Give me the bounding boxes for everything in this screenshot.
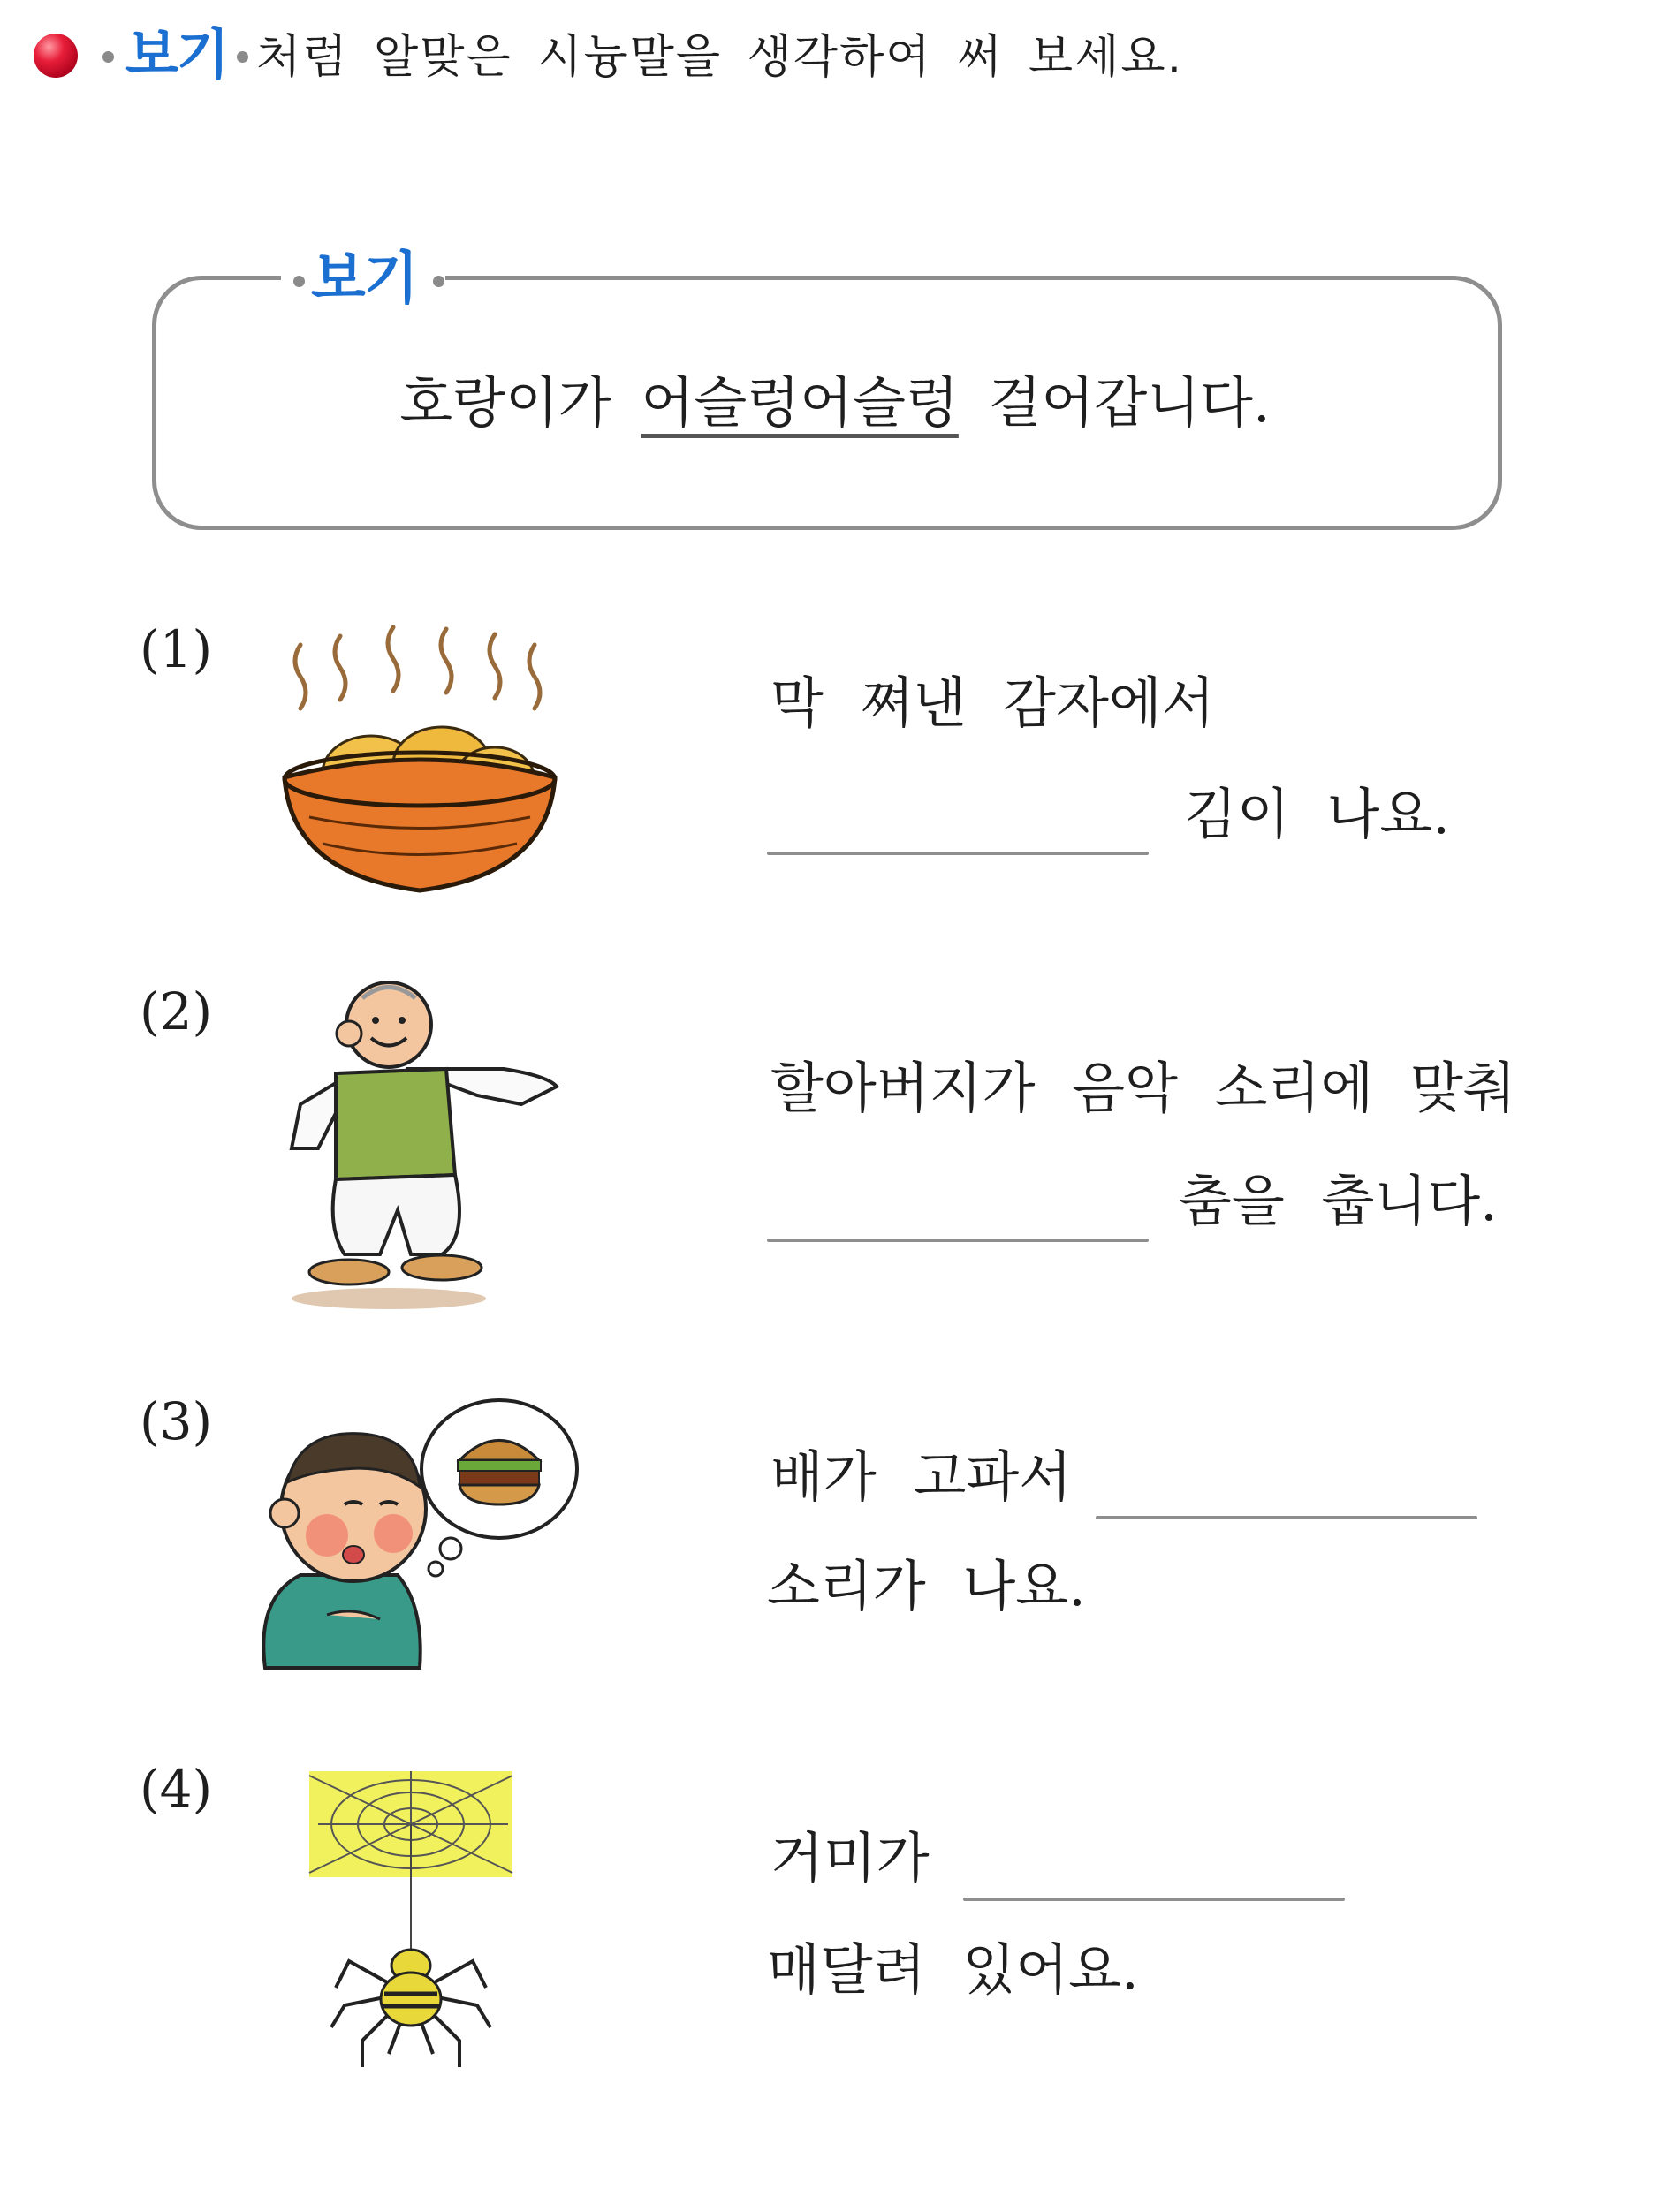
- example-after: 걸어갑니다.: [988, 370, 1271, 435]
- dot-icon: [237, 51, 248, 63]
- item-number: (1): [140, 619, 213, 679]
- item-number: (3): [140, 1391, 213, 1451]
- item-text-line: 소리가 나요.: [767, 1554, 1086, 1618]
- example-label: 보기: [311, 246, 417, 312]
- answer-blank[interactable]: [963, 1898, 1345, 1901]
- bullet-ball-icon: [34, 34, 78, 78]
- dot-icon: [433, 276, 444, 287]
- item-text-line: 매달려 있어요.: [767, 1937, 1139, 2002]
- item-text-line: 춤을 춥니다.: [1179, 1169, 1498, 1233]
- instruction-text: 처럼 알맞은 시늉말을 생각하여 써 보세요.: [256, 31, 1184, 84]
- dot-icon: [293, 276, 305, 287]
- instruction-label: 보기: [125, 22, 228, 87]
- item-text-line: 할아버지가 음악 소리에 맞춰: [770, 1056, 1516, 1120]
- dancing-grandfather-illustration: [265, 972, 574, 1316]
- example-before: 호랑이가: [399, 370, 611, 435]
- example-sentence: [0, 367, 1670, 438]
- hungry-boy-hamburger-illustration: [247, 1385, 583, 1686]
- item-text-line: 막 쪄낸 감자에서: [770, 670, 1215, 735]
- answer-blank[interactable]: [767, 1239, 1149, 1242]
- item-number: (2): [140, 981, 213, 1042]
- item-number: (4): [140, 1759, 213, 1819]
- item-text-line: 배가 고파서: [770, 1444, 1073, 1509]
- answer-blank[interactable]: [767, 852, 1149, 855]
- steaming-potato-basket-illustration: [274, 610, 566, 910]
- dot-icon: [102, 51, 114, 63]
- item-text-line: 김이 나요.: [1184, 782, 1450, 846]
- spider-on-web-illustration: [300, 1762, 530, 2089]
- answer-blank[interactable]: [1096, 1516, 1477, 1519]
- example-answer: 어슬렁어슬렁: [641, 370, 959, 435]
- item-text-line: 거미가: [770, 1826, 930, 1890]
